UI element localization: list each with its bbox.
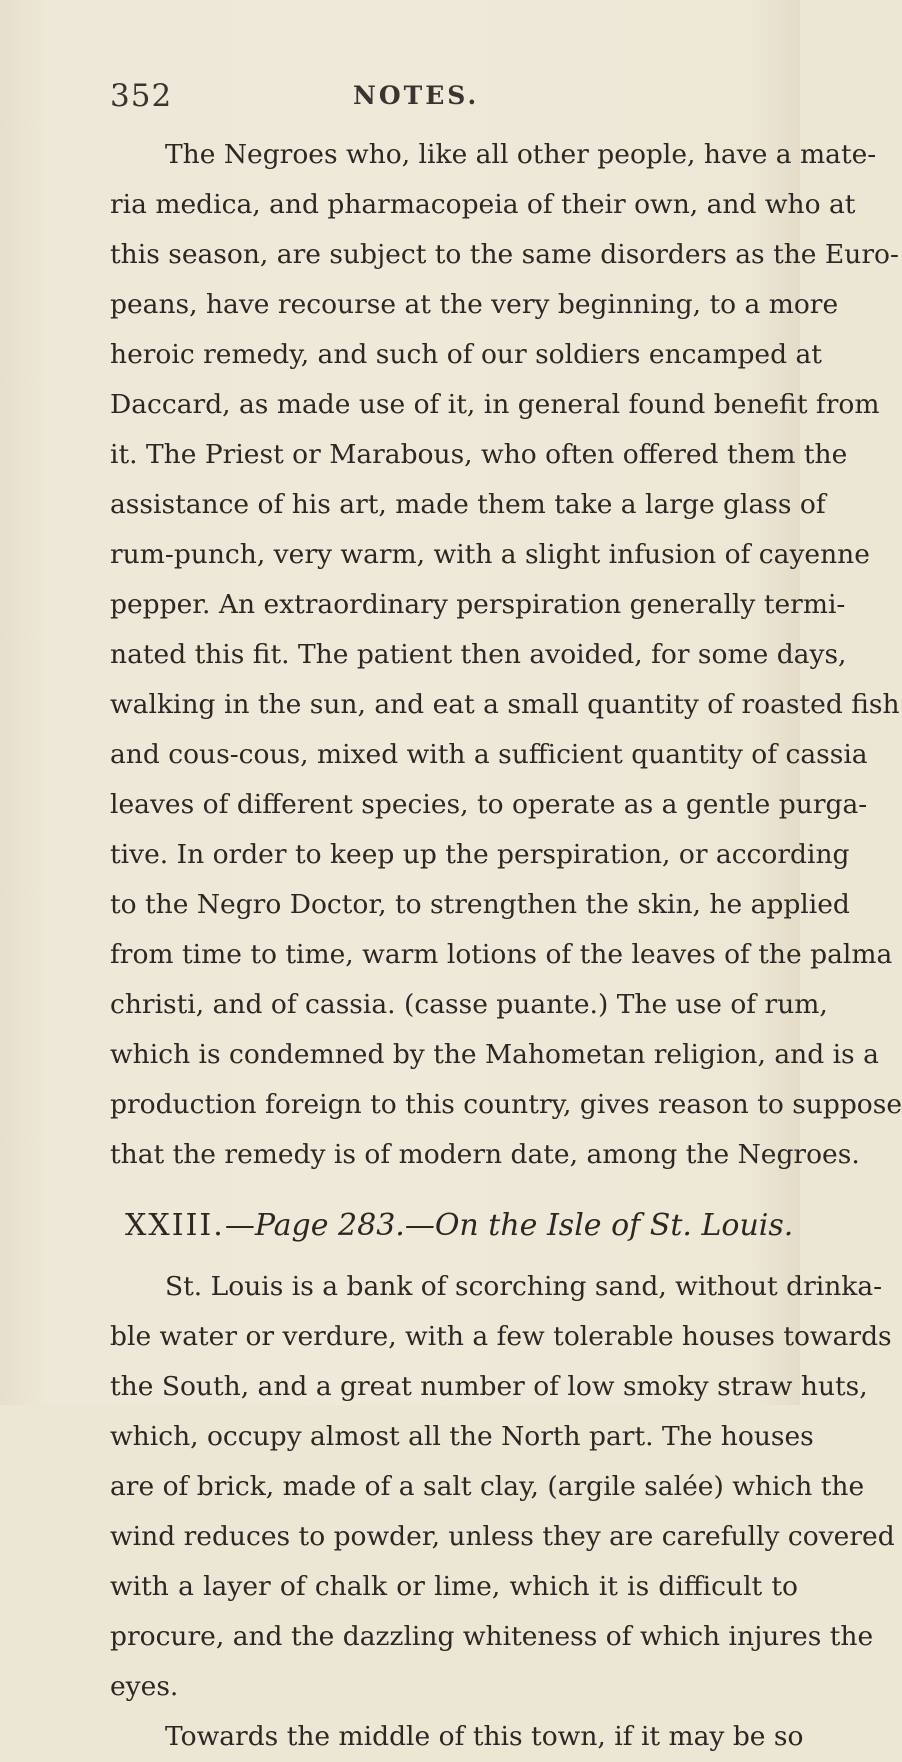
section-numeral: XXIII.: [125, 1208, 225, 1243]
text-line: The Negroes who, like all other people, have a mate-: [165, 139, 877, 170]
text-line: assistance of his art, made them take a large glass of: [110, 489, 826, 520]
text-line: pepper. An extraordinary perspiration generally termi-: [110, 589, 846, 620]
section-heading: [110, 1198, 798, 1254]
text-line: tive. In order to keep up the perspiration, or according: [110, 839, 850, 870]
text-line: Daccard, as made use of it, in general found benefit from: [110, 389, 880, 420]
page-header: [110, 78, 740, 118]
text-line: eyes.: [110, 1671, 179, 1702]
text-line: St. Louis is a bank of scorching sand, without drinka-: [165, 1271, 883, 1302]
text-line: peans, have recourse at the very beginning, to a more: [110, 289, 839, 320]
text-line: this season, are subject to the same disorders as the Euro-: [110, 239, 899, 270]
text-line: to the Negro Doctor, to strengthen the skin, he applied: [110, 889, 850, 920]
text-line: and cous-cous, mixed with a sufficient quantity of cassia: [110, 739, 868, 770]
section-title: —Page 283.—On the Isle of St. Louis.: [224, 1208, 794, 1243]
text-line: production foreign to this country, gives reason to suppose: [110, 1089, 902, 1120]
text-line: it. The Priest or Marabous, who often offered them the: [110, 439, 848, 470]
paragraph-3: [110, 1712, 804, 1762]
text-line: nated this fit. The patient then avoided, for some days,: [110, 639, 847, 670]
text-line: procure, and the dazzling whiteness of which injures the: [110, 1621, 874, 1652]
page-number: 352: [110, 78, 173, 114]
text-line: that the remedy is of modern date, among the Negroes.: [110, 1139, 860, 1170]
text-line: from time to time, warm lotions of the leaves of the palma: [110, 939, 893, 970]
text-line: christi, and of cassia. (casse puante.) The use of rum,: [110, 989, 828, 1020]
text-line: rum-punch, very warm, with a slight infusion of cayenne: [110, 539, 870, 570]
paragraph-2: [110, 1262, 895, 1712]
text-line: leaves of different species, to operate as a gentle purga-: [110, 789, 868, 820]
text-line: are of brick, made of a salt clay, (argile salée) which the: [110, 1471, 865, 1502]
text-line: the South, and a great number of low smoky straw huts,: [110, 1371, 868, 1402]
running-head: NOTES.: [353, 81, 480, 110]
text-line: Towards the middle of this town, if it may be so: [165, 1721, 804, 1752]
text-line: which, occupy almost all the North part. The houses: [110, 1421, 814, 1452]
text-line: ble water or verdure, with a few tolerable houses towards: [110, 1321, 892, 1352]
paragraph-1: [110, 130, 902, 1180]
text-line: with a layer of chalk or lime, which it is difficult to: [110, 1571, 798, 1602]
text-line: walking in the sun, and eat a small quantity of roasted fish: [110, 689, 900, 720]
text-line: wind reduces to powder, unless they are carefully covered: [110, 1521, 895, 1552]
page-body: [110, 130, 902, 1762]
text-line: ria medica, and pharmacopeia of their own, and who at: [110, 189, 856, 220]
text-line: which is condemned by the Mahometan religion, and is a: [110, 1039, 879, 1070]
text-line: heroic remedy, and such of our soldiers encamped at: [110, 339, 822, 370]
